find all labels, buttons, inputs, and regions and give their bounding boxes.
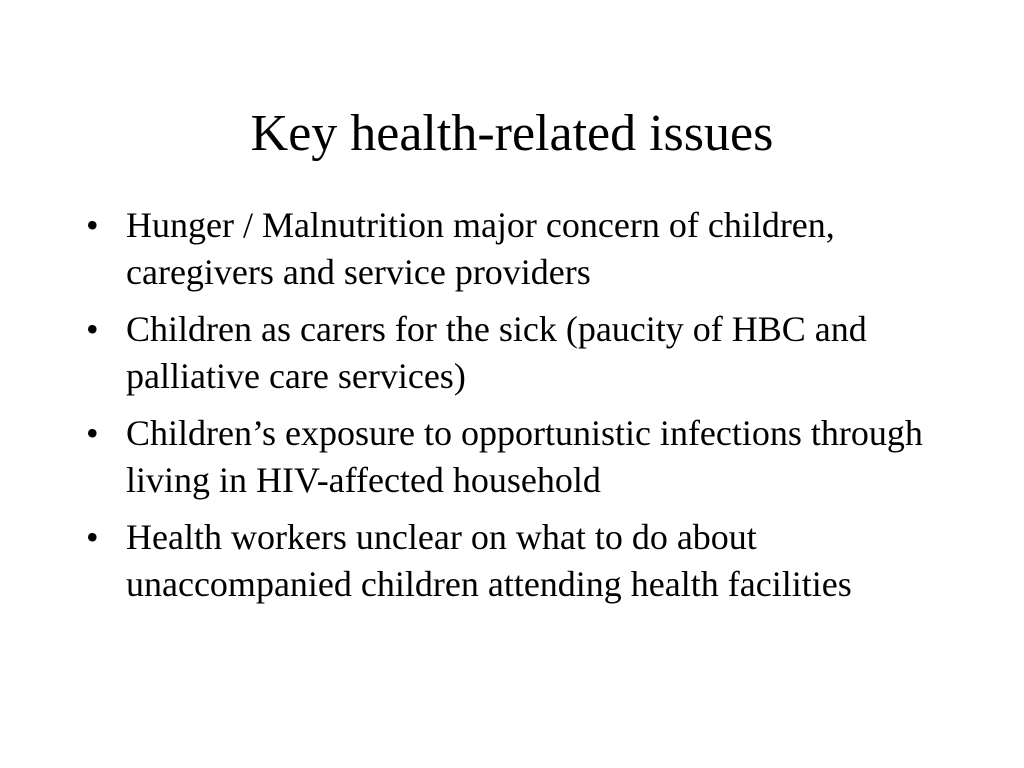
bullet-item xyxy=(86,514,946,608)
slide-title: Key health-related issues xyxy=(250,105,774,162)
bullet-item xyxy=(86,306,946,400)
bullet-text: Children’s exposure to opportunistic infections through living in HIV-affected household xyxy=(126,413,923,500)
bullet-item xyxy=(86,202,946,296)
bullet-list xyxy=(86,202,946,618)
bullet-icon: • xyxy=(86,413,99,453)
bullet-icon: • xyxy=(86,517,99,557)
bullet-text: Children as carers for the sick (paucity of HBC and palliative care services) xyxy=(126,309,867,396)
bullet-item xyxy=(86,410,946,504)
bullet-text: Hunger / Malnutrition major concern of children, caregivers and service providers xyxy=(126,205,835,292)
bullet-text: Health workers unclear on what to do about unaccompanied children attending health facilities xyxy=(126,517,852,604)
bullet-icon: • xyxy=(86,309,99,349)
bullet-icon: • xyxy=(86,205,99,245)
